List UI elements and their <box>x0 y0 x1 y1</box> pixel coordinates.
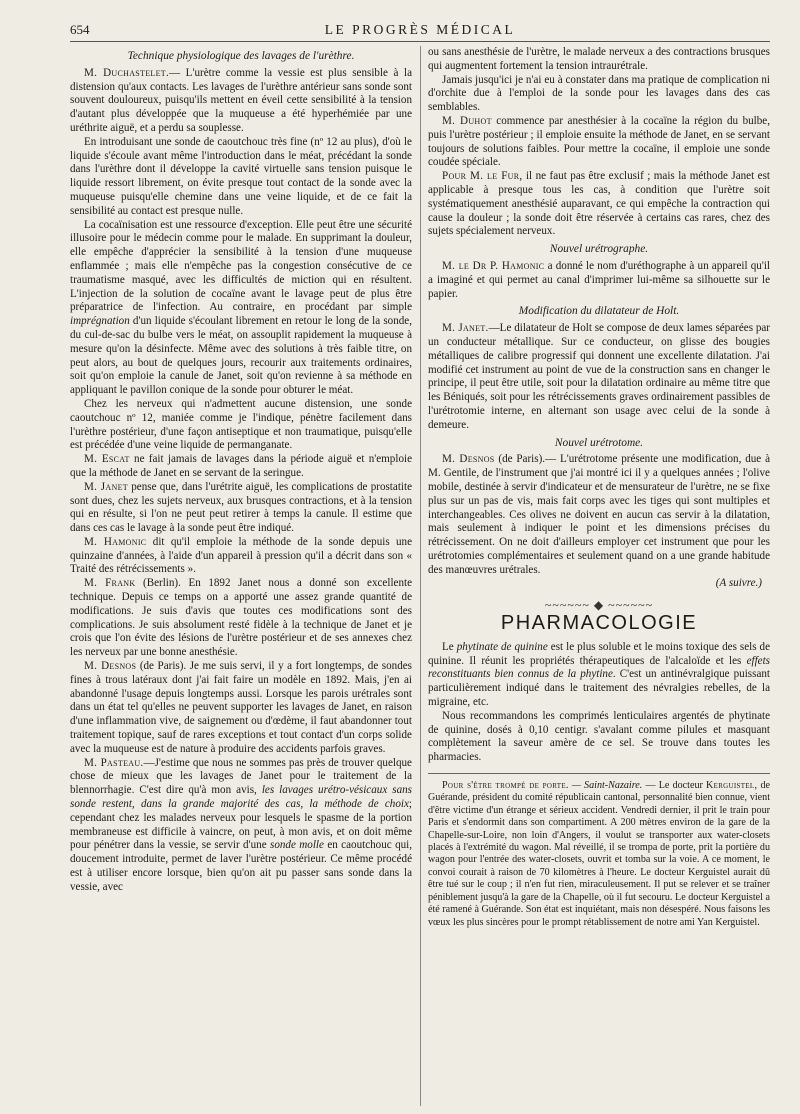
speaker-name: M. Pasteau. <box>84 756 144 769</box>
page-number: 654 <box>70 22 90 37</box>
news-lead: Pour s'être trompé de porte. <box>442 780 569 792</box>
speaker-name: M. Frank <box>84 577 136 590</box>
speaker-name: M. Desnos <box>84 660 137 673</box>
running-title: LE PROGRÈS MÉDICAL <box>324 22 516 37</box>
speaker-name: M. Janet. <box>442 322 489 335</box>
subsection-title: Nouvel urétrographe. <box>549 243 649 256</box>
to-be-continued: (A suivre.) <box>715 577 762 590</box>
speaker-name: M. Desnos <box>442 453 495 466</box>
news-name: Kerguistel, <box>706 780 758 792</box>
paragraph-le-fur: Pour M. le Fur, il ne faut pas être exclusif ; mais la méthode Janet est applicable à presque tous les cas, à condition que l'urètre soit systématiquement anesthésié auparavant, ce qui empêche la contraction qui cause la douleur ; la sonde doit être réservée à certains cas rares, chez des sujets spécialement nerveux. <box>428 170 770 238</box>
speaker-name: M. Duhot <box>442 114 492 127</box>
right-column <box>428 46 770 1106</box>
horizontal-rule <box>428 773 770 774</box>
paragraph-hamonic: M. Hamonic dit qu'il emploie la méthode de la sonde depuis une quinzaine d'années, à l'aide d'un appareil à pression qu'il a décrit dans son « Traité des rétrécissements ». <box>70 535 412 576</box>
paragraph-escat: M. Escat ne fait jamais de lavages dans la période aiguë et n'emploie que la méthode de Janet en se servant de la seringue. <box>70 453 412 479</box>
ornament-divider: ~~~~~~ ◆ ~~~~~~ <box>544 598 654 613</box>
section-heading-pharmacologie: PHARMACOLOGIE <box>500 612 698 635</box>
paragraph-desnos: M. Desnos (de Paris). Je me suis servi, il y a fort longtemps, de sondes fines à trous latéraux dont j'ai fait faire un modèle en 1892. Mais, j'en ai abandonné l'usage depuis longtemps aussi. Lorsque les parois urétrales sont dans un état tel qu'elles ne peuvent supporter les lavages de Janet, en raison d'une inflammation vive, de saignement ou d'œdème, il faut abandonner tout traitement topique, sauf de rares exceptions et tout contact d'un corps solide avec la muqueuse est de nature à produire des accidents parfois graves. <box>70 660 412 755</box>
speaker-name: M. Hamonic <box>84 535 147 548</box>
paragraph: Chez les nerveux qui n'admettent aucune distension, une sonde caoutchouc nº 12, maniée comme je l'indique, pénètre facilement dans l'urèthre postérieur, d'une façon antiseptique et non traumatique, puisqu'elle est précédée d'une veine liquide de permanganate. <box>70 397 412 452</box>
paragraph-desnos: M. Desnos (de Paris).— L'urétrotome présente une modification, due à M. Gentile, de l'instrument que j'ai montré ici il y a quelques années ; l'olive mobile, destinée à servir d'indicateur et de mensurateur de l'urètre, ne se fixe plus sur un pas de vis, mais fait corps avec les tiges qui sont multiples et interchangeables. Ces olives ne doivent en aucun cas servir à la dilatation, mais seulement à indiquer le point et les dimensions précises du rétrécissement. On ne doit d'ailleurs employer cet instrument que pour les urétrotomies complémentaires et seulement quand on a une grande habitude des manœuvres urétrales. <box>428 453 770 576</box>
speaker-name: M. Janet <box>84 480 128 493</box>
text-columns <box>70 46 770 1106</box>
paragraph-frank: M. Frank (Berlin). En 1892 Janet nous a donné son excellente technique. Depuis ce temps on a apporté une assez grande quantité de modifications. Je suis d'avis que toutes ces modifications sont des complications. Je suis absolument resté fidèle à la technique de Janet et je crois que l'on évite des lésions de l'urètre postérieur et de ses annexes chez les nerveux par une bonne anesthésie. <box>70 577 412 659</box>
left-column <box>70 46 412 1106</box>
speaker-name: M. Duchastelet. <box>84 66 170 79</box>
paragraph-hamonic: M. le Dr P. Hamonic a donné le nom d'uréthographe à un appareil qu'il a imaginé et qui permet au canal d'imprimer lui-même sa silhouette sur le papier. <box>428 259 770 300</box>
subsection-title: Modification du dilatateur de Holt. <box>518 305 680 318</box>
speaker-name: M. Escat <box>84 453 130 466</box>
paragraph: ou sans anesthésie de l'urètre, le malade nerveux a des contractions brusques qui augmentent fortement la tension intraurétrale. <box>428 46 770 72</box>
section-title: Technique physiologique des lavages de l'urèthre. <box>127 50 355 62</box>
paragraph: La cocaïnisation est une ressource d'exception. Elle peut être une sécurité illusoire pour le médecin comme pour le malade. En supprimant la douleur, elle empêche d'apprécier la sensibilité à la tension d'une muqueuse enflammée ; mais elle n'empêche pas la congestion consécutive de ce traumatisme masqué, avec les difficultés de miction qui en résultent. L'injection de la solution de cocaïne avant le lavage peut de plus être préparatrice de l'infection. Au contraire, en procédant par simple imprégnation d'un liquide s'écoulant librement en retour le long de la sonde, du cul-de-sac du bulbe vers le méat, on assouplit rapidement la muqueuse à mesure qu'on la désinfecte. Même avec des solutions à très faible titre, on peut alors, au bout de quelques jours, recourir aux traitements ordinaires, soit qu'on emploie la canule de Janet, soit qu'on revienne à sa méthode en appliquant le pavillon conique de la sonde pour obturer le méat. <box>70 218 412 397</box>
paragraph: Le phytinate de quinine est le plus soluble et le moins toxique des sels de quinine. Il réunit les propriétés thérapeutiques de l'alcaloïde et les effets reconstituants bien connus de la phytine. C'est un antinévralgique puissant particulièrement indiqué dans le traitement des névralgies rebelles, de la migraine, etc. <box>428 640 770 709</box>
paragraph-pasteau: M. Pasteau.—J'estime que nous ne sommes pas près de trouver quelque chose de mieux que les lavages de Janet pour le traitement de la blennorrhagie. C'est dire qu'à mon avis, les lavages urétro-vésicaux sans sonde restent, dans la grande majorité des cas, la méthode de choix; cependant chez les malades nerveux pour lesquels le spasme de la portion membraneuse est difficile à vaincre, on peut, à mon avis, et on doit même pour pénétrer dans la vessie, se servir d'une sonde molle en caoutchouc qui, doucement introduite, permet de laver l'urètre postérieur. Ce même procédé est à utiliser encore lorsque, bien qu'on ait pu passer sans sonde dans la vessie, avec <box>70 756 412 893</box>
speaker-name: Pour M. le Fur, <box>442 170 523 183</box>
news-place: — Saint-Nazaire. <box>571 780 643 792</box>
paragraph-janet: M. Janet pense que, dans l'urétrite aiguë, les complications de prostatite sont dues, chez les sujets nerveux, aux brusques contractions, et à la tension qui en résulte, si l'on ne peut peut retirer à temps la canule. Il estime que dans ces cas le lavage à la sonde peut être indiqué. <box>70 480 412 535</box>
paragraph-duchastelet: M. Duchastelet.— L'urètre comme la vessie est plus sensible à la distension qu'aux contacts. Les lavages de l'urèthre antérieur sans sonde sont souvent douloureux, puisqu'ils mettent en éveil cette sensibilité à la tension d'autant plus développée que la muqueuse a été hyperhémiée par une uréthrite aiguë, et a perdu sa souplesse. <box>70 66 412 134</box>
paragraph: Jamais jusqu'ici je n'ai eu à constater dans ma pratique de complication ni d'orchite due à l'emploi de la sonde pour les lavages dans des cas semblables. <box>428 73 770 114</box>
speaker-name: M. le Dr P. Hamonic <box>442 259 545 272</box>
page-header <box>70 18 770 42</box>
column-divider <box>420 46 421 1106</box>
paragraph-duhot: M. Duhot commence par anesthésier à la cocaïne la région du bulbe, puis l'urètre postérieur ; il emploie ensuite la méthode de Janet, en se servant toujours de solutions faibles. Pour mettre la cocaïne, il emploie une sonde coudée spéciale. <box>428 114 770 169</box>
news-item: Pour s'être trompé de porte. — Saint-Nazaire. — Le docteur Kerguistel, de Guérande, président du comité républicain cantonal, personnalité bien connue, vient d'être victime d'un étrange et sérieux accident. Vendredi dernier, il prit le train pour Paris et s'endormit dans son compartiment. A 200 mètres environ de la gare de la Chapelle-sur-Loire, non loin d'Angers, il voulut se transporter aux water-closets placés à l'extrémité du wagon. Mal réveillé, il se trompa de porte, prit la portière du wagon pour l'entrée des water-closets, ouvrit et tomba sur la voie. A ce moment, le convoi courait à raison de 70 kilomètres à l'heure. Le docteur Kerguistel aurait dû être tué sur le coup ; il n'en fut rien, miraculeusement. Il put se relever et se traîner péniblement jusqu'à la gare de la Chapelle, où il fut secouru. Le docteur Kerguistel a été ramené à Guérande. Son état est inquiétant, mais non désespéré. Nous faisons les vœux les plus sincères pour le prompt rétablissement de notre ami Yan Kerguistel. <box>428 780 770 928</box>
paragraph-janet: M. Janet.—Le dilatateur de Holt se compose de deux lames séparées par un conducteur métallique. Sur ce conducteur, on glisse des bougies métalliques de calibre progressif qui donnent une excellente dilatation. J'ai modifié cet instrument au point de vue de la construction sans en changer le principe, il peut être utile, soit pour la dilatation ordinaire au même titre que les Béniqués, soit pour les rétrécissements graves ordinairement passibles de l'urétrotomie interne, en alternant son usage avec celui de la sonde à demeure. <box>428 322 770 431</box>
subsection-title: Nouvel urétrotome. <box>554 436 644 449</box>
paragraph: Nous recommandons les comprimés lenticulaires argentés de phytinate de quinine, dosés à 0,10 centigr. s'avalant comme pilules et masquant complètement la saveur amère de ce sel. Se trouve dans toutes les pharmacies. <box>428 709 770 764</box>
paragraph: En introduisant une sonde de caoutchouc très fine (nº 12 au plus), d'où le liquide s'écoule avant même l'introduction dans le méat, précédant la sonde dans l'urèthre dont il développe la cavité virtuelle sans tension puisque le liquide ressort librement, on évite presque tout contact de la sonde avec la muqueuse puisqu'elle chemine dans une veine liquide, et de ce fait la sensibilité au contact est presque nulle. <box>70 135 412 217</box>
